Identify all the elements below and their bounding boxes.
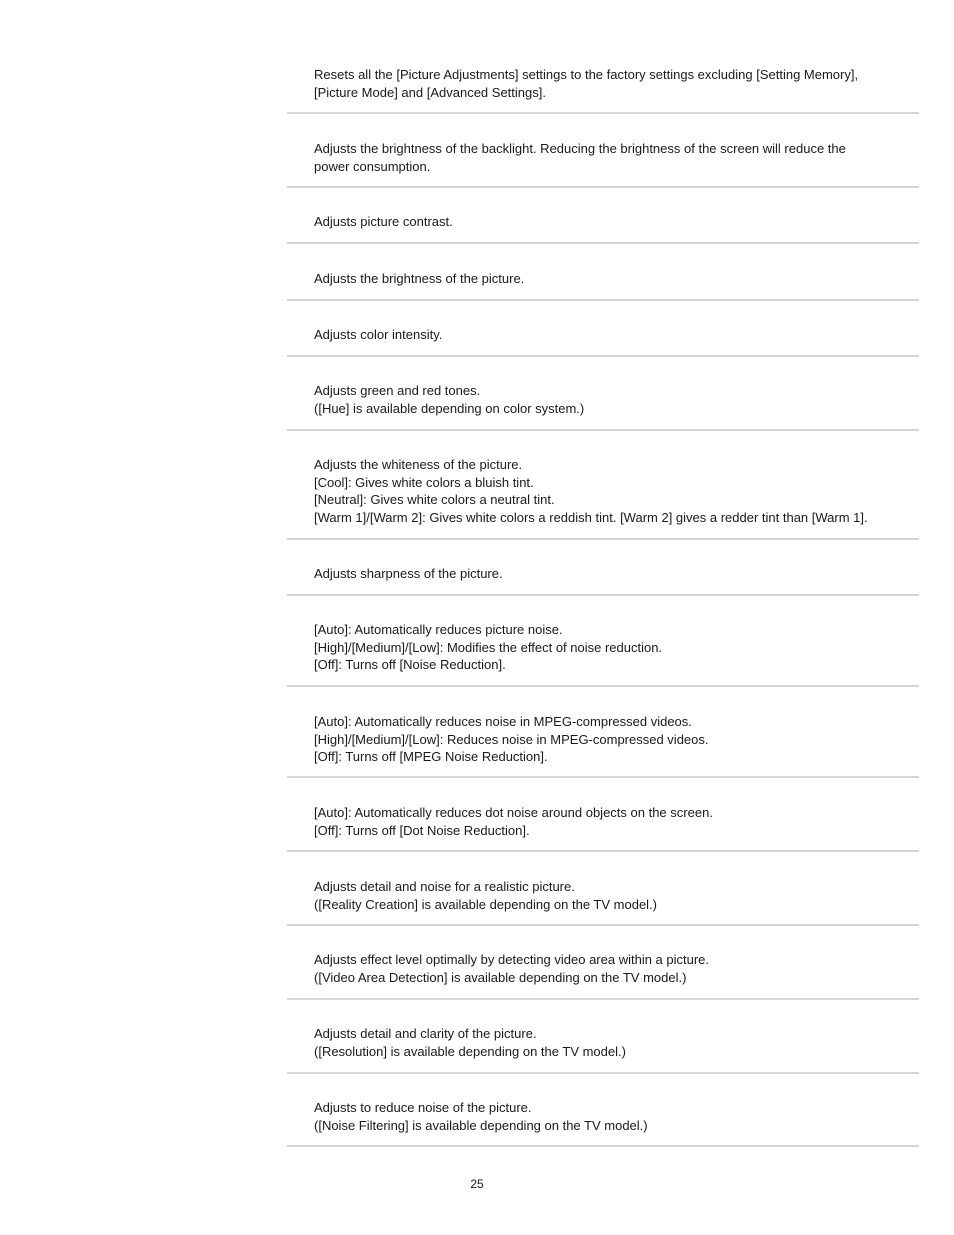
description-line: ([Hue] is available depending on color system.) bbox=[314, 400, 585, 416]
description-line: Adjusts detail and noise for a realistic picture. bbox=[314, 879, 575, 894]
setting-row bbox=[287, 687, 919, 778]
setting-row bbox=[287, 1074, 919, 1147]
setting-description bbox=[314, 565, 914, 583]
description-line: [Auto]: Automatically reduces picture noise. bbox=[314, 622, 563, 637]
setting-description bbox=[314, 1099, 914, 1134]
description-line: Adjusts the brightness of the picture. bbox=[314, 271, 525, 286]
description-line: [High]/[Medium]/[Low]: Reduces noise in MPEG-compressed videos. bbox=[314, 731, 709, 747]
setting-row bbox=[287, 244, 919, 301]
description-line: Adjusts effect level optimally by detecting video area within a picture. bbox=[314, 952, 710, 967]
setting-description bbox=[314, 140, 914, 175]
setting-row bbox=[287, 114, 919, 188]
description-line: ([Video Area Detection] is available depending on the TV model.) bbox=[314, 969, 687, 985]
setting-description bbox=[314, 382, 914, 417]
setting-row bbox=[287, 431, 919, 540]
description-line: ([Noise Filtering] is available depending on the TV model.) bbox=[314, 1117, 648, 1133]
description-line: power consumption. bbox=[314, 158, 431, 174]
setting-description bbox=[314, 270, 914, 288]
setting-row bbox=[287, 0, 919, 114]
description-line: [Auto]: Automatically reduces noise in MPEG-compressed videos. bbox=[314, 714, 692, 729]
description-line: [Off]: Turns off [Dot Noise Reduction]. bbox=[314, 822, 530, 838]
description-line: Adjusts green and red tones. bbox=[314, 383, 481, 398]
setting-description bbox=[314, 713, 914, 766]
description-line: [Picture Mode] and [Advanced Settings]. bbox=[314, 84, 546, 100]
description-line: Adjusts sharpness of the picture. bbox=[314, 566, 503, 581]
setting-row bbox=[287, 188, 919, 244]
description-line: Adjusts picture contrast. bbox=[314, 214, 453, 229]
description-line: [High]/[Medium]/[Low]: Modifies the effect of noise reduction. bbox=[314, 639, 663, 655]
description-line: [Neutral]: Gives white colors a neutral tint. bbox=[314, 492, 555, 508]
setting-row bbox=[287, 778, 919, 852]
setting-description bbox=[314, 951, 914, 986]
setting-row bbox=[287, 852, 919, 926]
description-line: [Warm 1]/[Warm 2]: Gives white colors a reddish tint. [Warm 2] gives a redder tint than [Warm 1]. bbox=[314, 509, 868, 525]
setting-row bbox=[287, 596, 919, 687]
setting-row bbox=[287, 1000, 919, 1074]
setting-row bbox=[287, 357, 919, 431]
setting-row bbox=[287, 540, 919, 596]
description-line: Adjusts to reduce noise of the picture. bbox=[314, 1100, 532, 1115]
setting-description bbox=[314, 621, 914, 674]
description-line: Adjusts color intensity. bbox=[314, 327, 443, 342]
description-line: ([Reality Creation] is available depending on the TV model.) bbox=[314, 896, 658, 912]
setting-description bbox=[314, 1025, 914, 1060]
description-line: Adjusts detail and clarity of the picture. bbox=[314, 1026, 537, 1041]
description-line: [Cool]: Gives white colors a bluish tint. bbox=[314, 474, 534, 490]
description-line: Adjusts the whiteness of the picture. bbox=[314, 457, 523, 472]
setting-description bbox=[314, 878, 914, 913]
setting-row bbox=[287, 926, 919, 1000]
description-line: [Off]: Turns off [MPEG Noise Reduction]. bbox=[314, 749, 548, 765]
description-line: Resets all the [Picture Adjustments] settings to the factory settings excluding [Setting Memory], bbox=[314, 67, 859, 82]
description-line: [Auto]: Automatically reduces dot noise around objects on the screen. bbox=[314, 805, 713, 820]
setting-description bbox=[314, 456, 914, 526]
description-line: [Off]: Turns off [Noise Reduction]. bbox=[314, 657, 506, 673]
setting-description bbox=[314, 66, 914, 101]
description-line: Adjusts the brightness of the backlight. Reducing the brightness of the screen will reduce the bbox=[314, 141, 846, 156]
setting-description bbox=[314, 326, 914, 344]
description-line: ([Resolution] is available depending on the TV model.) bbox=[314, 1043, 626, 1059]
setting-row bbox=[287, 301, 919, 357]
page-number: 25 bbox=[470, 1177, 484, 1191]
setting-description bbox=[314, 804, 914, 839]
setting-description bbox=[314, 213, 914, 231]
